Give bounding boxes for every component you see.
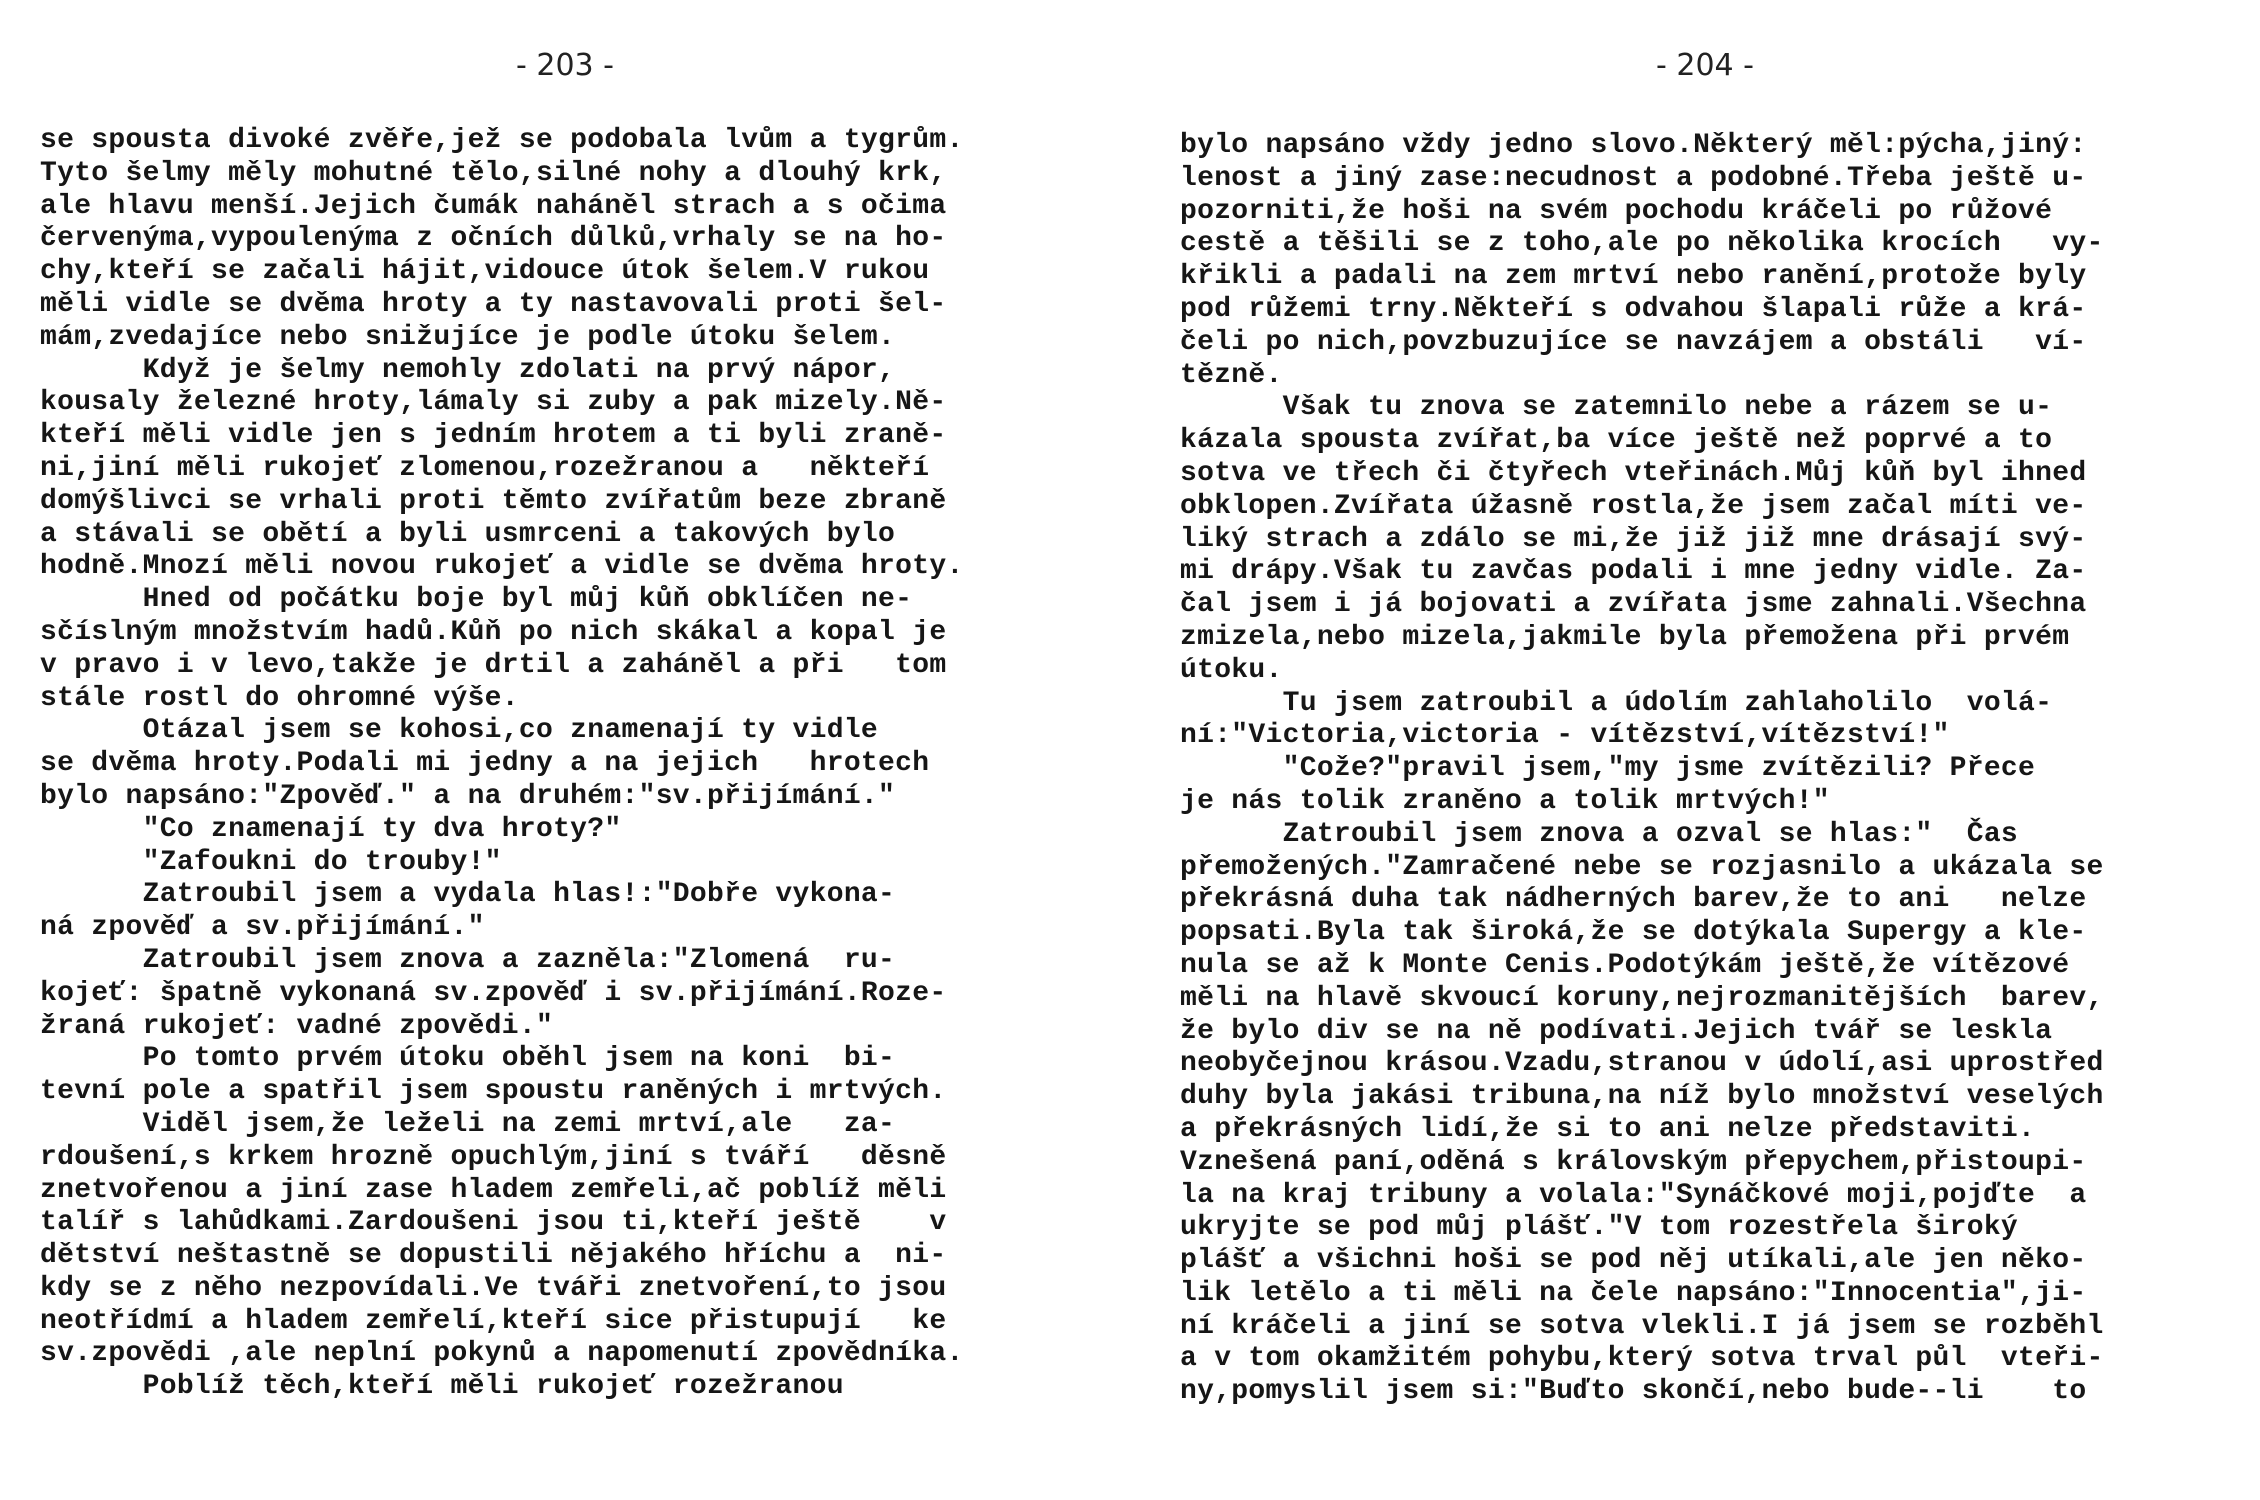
- text-line: Zatroubil jsem znova a ozval se hlas:" Čas: [1180, 818, 2019, 850]
- text-line: je nás tolik zraněno a tolik mrtvých!": [1180, 785, 1830, 817]
- text-line: ale hlavu menší.Jejich čumák naháněl strach a s očima: [40, 190, 947, 222]
- text-line: Zatroubil jsem znova a zazněla:"Zlomená ru-: [40, 944, 896, 976]
- text-line: dětství neštastně se dopustili nějakého hříchu a ni-: [40, 1240, 947, 1272]
- text-line: Otázal jsem se kohosi,co znamenají ty vidle: [40, 715, 879, 747]
- text-line: domýšlivci se vrhali proti těmto zvířatům beze zbraně: [40, 485, 947, 517]
- left-page: [40, 0, 1090, 1500]
- text-line: a stávali se obětí a byli usmrceni a takových bylo: [40, 518, 896, 550]
- text-line: cestě a těšili se z toho,ale po několika krocích vy-: [1180, 228, 2104, 260]
- text-line: neotřídmí a hladem zemřelí,kteří sice přistupují ke: [40, 1305, 947, 1337]
- text-line: "Co znamenají ty dva hroty?": [40, 813, 622, 845]
- text-line: Když je šelmy nemohly zdolati na prvý nápor,: [40, 354, 896, 386]
- text-line: obklopen.Zvířata úžasně rostla,že jsem začal míti ve-: [1180, 490, 2087, 522]
- text-line: žraná rukojeť: vadné zpovědi.": [40, 1010, 554, 1042]
- text-line: kojeť: špatně vykonaná sv.zpověď i sv.přijímání.Roze-: [40, 977, 947, 1009]
- text-line: Zatroubil jsem a vydala hlas!:"Dobře vykona-: [40, 879, 896, 911]
- page-number: - 203 -: [516, 48, 614, 83]
- text-line: liký strach a zdálo se mi,že již již mne drásají svý-: [1180, 523, 2087, 555]
- text-line: sčíslným množstvím hadů.Kůň po nich skákal a kopal je: [40, 616, 947, 648]
- text-line: se dvěma hroty.Podali mi jedny a na jejich hrotech: [40, 748, 930, 780]
- text-line: lik letělo a ti měli na čele napsáno:"Innocentia",ji-: [1180, 1277, 2087, 1309]
- text-line: Hned od počátku boje byl můj kůň obklíčen ne-: [40, 584, 913, 616]
- text-line: čeli po nich,povzbuzujíce se navzájem a obstáli ví-: [1180, 326, 2087, 358]
- text-body: [40, 125, 1090, 1404]
- text-line: v pravo i v levo,takže je drtil a zaháněl a při tom: [40, 649, 947, 681]
- text-line: přemožených."Zamračené nebe se rozjasnilo a ukázala se: [1180, 851, 2104, 883]
- text-line: čal jsem i já bojovati a zvířata jsme zahnali.Všechna: [1180, 589, 2087, 621]
- text-line: neobyčejnou krásou.Vzadu,stranou v údolí,asi uprostřed: [1180, 1048, 2104, 1080]
- text-line: měli vidle se dvěma hroty a ty nastavovali proti šel-: [40, 288, 947, 320]
- text-line: nula se až k Monte Cenis.Podotýkám ještě,že vítězové: [1180, 949, 2070, 981]
- page-number: - 204 -: [1656, 48, 1754, 83]
- text-line: křikli a padali na zem mrtví nebo ranění,protože byly: [1180, 261, 2087, 293]
- text-line: bylo napsáno:"Zpověď." a na druhém:"sv.přijímání.": [40, 780, 896, 812]
- text-line: plášť a všichni hoši se pod něj utíkali,ale jen něko-: [1180, 1245, 2087, 1277]
- text-body: [1180, 130, 2230, 1409]
- text-line: a v tom okamžitém pohybu,který sotva trval půl vteři-: [1180, 1343, 2104, 1375]
- text-line: popsati.Byla tak široká,že se dotýkala Supergy a kle-: [1180, 917, 2087, 949]
- text-line: tězně.: [1180, 359, 1283, 391]
- text-line: a překrásných lidí,že si to ani nelze představiti.: [1180, 1113, 2036, 1145]
- text-line: Však tu znova se zatemnilo nebe a rázem se u-: [1180, 392, 2053, 424]
- text-line: Tu jsem zatroubil a údolím zahlaholilo volá-: [1180, 687, 2053, 719]
- text-line: červenýma,vypoulenýma z očních důlků,vrhaly se na ho-: [40, 223, 947, 255]
- text-line: pod růžemi trny.Někteří s odvahou šlapali růže a krá-: [1180, 293, 2087, 325]
- text-line: ny,pomyslil jsem si:"Buďto skončí,nebo bude--li to: [1180, 1376, 2087, 1408]
- text-line: pozorniti,že hoši na svém pochodu kráčeli po růžové: [1180, 195, 2053, 227]
- text-line: chy,kteří se začali hájit,vidouce útok šelem.V rukou: [40, 256, 930, 288]
- right-page: [1180, 0, 2230, 1500]
- text-line: ni,jiní měli rukojeť zlomenou,rozežranou a někteří: [40, 452, 930, 484]
- text-line: kousaly železné hroty,lámaly si zuby a pak mizely.Ně-: [40, 387, 947, 419]
- text-line: měli na hlavě skvoucí koruny,nejrozmanitějších barev,: [1180, 982, 2104, 1014]
- text-line: ukryjte se pod můj plášť."V tom rozestřela široký: [1180, 1212, 2019, 1244]
- text-line: překrásná duha tak nádherných barev,že to ani nelze: [1180, 884, 2087, 916]
- text-line: sotva ve třech či čtyřech vteřinách.Můj kůň byl ihned: [1180, 457, 2087, 489]
- text-line: kdy se z něho nezpovídali.Ve tváři znetvoření,to jsou: [40, 1272, 947, 1304]
- text-line: zmizela,nebo mizela,jakmile byla přemožena při prvém: [1180, 621, 2070, 653]
- text-line: talíř s lahůdkami.Zardoušeni jsou ti,kteří ještě v: [40, 1207, 947, 1239]
- text-line: útoku.: [1180, 654, 1283, 686]
- text-line: mám,zvedajíce nebo snižujíce je podle útoku šelem.: [40, 321, 896, 353]
- text-line: "Cože?"pravil jsem,"my jsme zvítězili? Přece: [1180, 753, 2036, 785]
- text-line: "Zafoukni do trouby!": [40, 846, 502, 878]
- text-line: stále rostl do ohromné výše.: [40, 682, 519, 714]
- text-line: že bylo div se na ně podívati.Jejich tvář se leskla: [1180, 1015, 2053, 1047]
- text-line: mi drápy.Však tu zavčas podali i mne jedny vidle. Za-: [1180, 556, 2087, 588]
- text-line: bylo napsáno vždy jedno slovo.Některý měl:pýcha,jiný:: [1180, 130, 2087, 161]
- text-line: rdoušení,s krkem hrozně opuchlým,jiní s tváří děsně: [40, 1141, 947, 1173]
- text-line: hodně.Mnozí měli novou rukojeť a vidle se dvěma hroty.: [40, 551, 964, 583]
- text-line: Vznešená paní,oděná s královským přepychem,přistoupi-: [1180, 1146, 2087, 1178]
- text-line: Viděl jsem,že leželi na zemi mrtví,ale za-: [40, 1108, 896, 1140]
- text-line: Poblíž těch,kteří měli rukojeť rozežranou: [40, 1371, 844, 1403]
- text-line: Tyto šelmy měly mohutné tělo,silné nohy a dlouhý krk,: [40, 157, 947, 189]
- text-line: duhy byla jakási tribuna,na níž bylo množství veselých: [1180, 1081, 2104, 1113]
- text-line: znetvořenou a jiní zase hladem zemřeli,ač poblíž měli: [40, 1174, 947, 1206]
- text-line: tevní pole a spatřil jsem spoustu raněných i mrtvých.: [40, 1076, 947, 1108]
- text-line: sv.zpovědi ,ale neplní pokynů a napomenutí zpovědníka.: [40, 1338, 964, 1370]
- text-line: se spousta divoké zvěře,jež se podobala lvům a tygrům.: [40, 125, 964, 156]
- text-line: lenost a jiný zase:necudnost a podobné.Třeba ještě u-: [1180, 162, 2087, 194]
- text-line: ní:"Victoria,victoria - vítězství,vítězství!": [1180, 720, 1950, 752]
- text-line: kteří měli vidle jen s jedním hrotem a ti byli zraně-: [40, 420, 947, 452]
- text-line: kázala spousta zvířat,ba více ještě než poprvé a to: [1180, 425, 2053, 457]
- text-line: ná zpověď a sv.přijímání.": [40, 912, 485, 944]
- text-line: la na kraj tribuny a volala:"Synáčkové moji,pojďte a: [1180, 1179, 2087, 1211]
- text-line: ní kráčeli a jiní se sotva vlekli.I já jsem se rozběhl: [1180, 1310, 2104, 1342]
- text-line: Po tomto prvém útoku oběhl jsem na koni bi-: [40, 1043, 896, 1075]
